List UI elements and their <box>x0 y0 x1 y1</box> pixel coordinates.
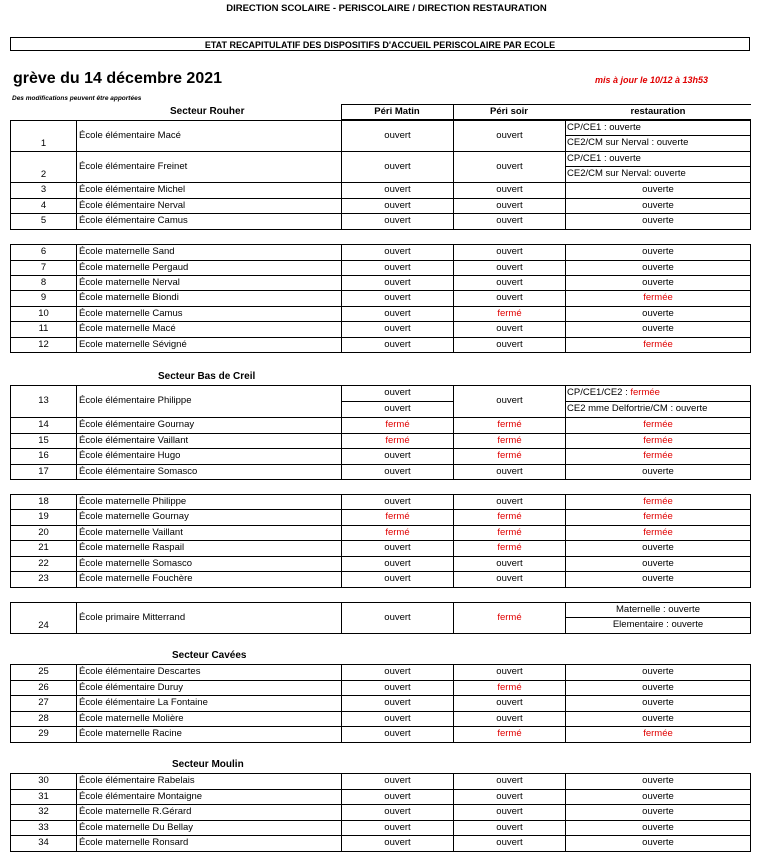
school-name: École élémentaire Nerval <box>79 200 186 211</box>
peri-soir-status: ouvert <box>496 184 523 195</box>
restauration-status: CP/CE1 : ouverte <box>567 153 641 164</box>
peri-matin-status: ouvert <box>384 466 411 477</box>
peri-soir-status: ouvert <box>496 466 523 477</box>
peri-matin-status: ouvert <box>384 130 411 141</box>
peri-matin-status: ouvert <box>384 542 411 553</box>
peri-matin-status: ouvert <box>384 161 411 172</box>
restauration-status: fermée <box>643 511 673 522</box>
restauration-status: fermée <box>643 728 673 739</box>
row-number: 2 <box>40 169 47 180</box>
peri-soir-status: ouvert <box>496 323 523 334</box>
row-number: 9 <box>40 292 47 303</box>
row-number: 17 <box>38 466 49 477</box>
peri-soir-status: ouvert <box>496 277 523 288</box>
column-header-peri-matin: Péri Matin <box>374 106 420 117</box>
restauration-status: fermée <box>643 292 673 303</box>
row-number: 15 <box>38 435 49 446</box>
restauration-status: ouverte <box>642 682 674 693</box>
restauration-status: ouverte <box>642 666 674 677</box>
school-name: École élémentaire Freinet <box>79 161 188 172</box>
row-number: 8 <box>40 277 47 288</box>
peri-matin-status: ouvert <box>384 697 411 708</box>
restauration-status: ouverte <box>642 837 674 848</box>
row-number: 5 <box>40 215 47 226</box>
school-name: École maternelle Somasco <box>79 558 192 569</box>
strike-date-title: grève du 14 décembre 2021 <box>13 70 223 87</box>
school-name: Ecole maternelle Sévigné <box>79 339 187 350</box>
restauration-status: ouverte <box>642 806 674 817</box>
peri-matin-status: ouvert <box>384 403 411 414</box>
restauration-status: CP/CE1 : ouverte <box>567 122 641 133</box>
row-number: 28 <box>38 713 49 724</box>
school-name: École maternelle Pergaud <box>79 262 189 273</box>
peri-matin-status: ouvert <box>384 215 411 226</box>
peri-matin-status: ouvert <box>384 387 411 398</box>
school-name: École élémentaire Philippe <box>79 395 192 406</box>
peri-matin-status: ouvert <box>384 496 411 507</box>
peri-matin-status: ouvert <box>384 713 411 724</box>
restauration-status: fermée <box>643 435 673 446</box>
school-name: École élémentaire Descartes <box>79 666 201 677</box>
restauration-status: ouverte <box>642 323 674 334</box>
peri-soir-status: fermé <box>497 682 522 693</box>
restauration-status: fermée <box>643 527 673 538</box>
school-name: École maternelle Ronsard <box>79 837 189 848</box>
row-number: 7 <box>40 262 47 273</box>
row-number: 34 <box>38 837 49 848</box>
peri-matin-status: ouvert <box>384 806 411 817</box>
row-number: 18 <box>38 496 49 507</box>
peri-matin-status: fermé <box>385 511 410 522</box>
row-number: 22 <box>38 558 49 569</box>
peri-matin-status: ouvert <box>384 200 411 211</box>
restauration-status: CP/CE1/CE2 : fermée <box>567 387 660 398</box>
school-name: École maternelle Vaillant <box>79 527 183 538</box>
row-number: 29 <box>38 728 49 739</box>
restauration-status: ouverte <box>642 713 674 724</box>
row-number: 16 <box>38 450 49 461</box>
school-name: École maternelle Du Bellay <box>79 822 194 833</box>
column-header-peri-soir: Péri soir <box>489 106 529 117</box>
school-name: École élémentaire Duruy <box>79 682 184 693</box>
peri-matin-status: ouvert <box>384 612 411 623</box>
peri-soir-status: ouvert <box>496 339 523 350</box>
peri-matin-status: ouvert <box>384 558 411 569</box>
peri-matin-status: fermé <box>385 435 410 446</box>
restauration-status: ouverte <box>642 542 674 553</box>
restauration-status: ouverte <box>642 697 674 708</box>
restauration-status: fermée <box>643 419 673 430</box>
peri-soir-status: fermé <box>497 419 522 430</box>
peri-soir-status: ouvert <box>496 558 523 569</box>
row-number: 23 <box>38 573 49 584</box>
restauration-status: ouverte <box>642 200 674 211</box>
restauration-status: ouverte <box>642 791 674 802</box>
peri-soir-status: ouvert <box>496 697 523 708</box>
school-name: École maternelle R.Gérard <box>79 806 192 817</box>
peri-soir-status: ouvert <box>496 791 523 802</box>
school-name: École élémentaire Montaigne <box>79 791 203 802</box>
modifications-note: Des modifications peuvent être apportées <box>12 95 142 102</box>
update-note: mis à jour le 10/12 à 13h53 <box>595 75 709 85</box>
peri-matin-status: ouvert <box>384 246 411 257</box>
peri-soir-status: ouvert <box>496 200 523 211</box>
peri-soir-status: ouvert <box>496 837 523 848</box>
restauration-status: CE2/CM sur Nerval : ouverte <box>567 137 689 148</box>
school-name: École maternelle Philippe <box>79 496 187 507</box>
peri-matin-status: fermé <box>385 527 410 538</box>
peri-matin-status: ouvert <box>384 450 411 461</box>
peri-matin-status: ouvert <box>384 573 411 584</box>
peri-matin-status: ouvert <box>384 666 411 677</box>
row-number: 1 <box>40 138 47 149</box>
row-number: 3 <box>40 184 47 195</box>
peri-matin-status: ouvert <box>384 728 411 739</box>
peri-matin-status: ouvert <box>384 308 411 319</box>
school-name: École élémentaire Macé <box>79 130 181 141</box>
peri-matin-status: ouvert <box>384 184 411 195</box>
sector-title-cavees: Secteur Cavées <box>172 650 247 661</box>
peri-soir-status: ouvert <box>496 395 523 406</box>
sector-title-bas-de-creil: Secteur Bas de Creil <box>158 371 256 382</box>
row-number: 24 <box>38 620 49 631</box>
school-name: École maternelle Fouchère <box>79 573 193 584</box>
peri-matin-status: ouvert <box>384 262 411 273</box>
row-number: 25 <box>38 666 49 677</box>
restauration-status: Elementaire : ouverte <box>612 619 704 630</box>
row-number: 4 <box>40 200 47 211</box>
row-number: 27 <box>38 697 49 708</box>
document-header: DIRECTION SCOLAIRE - PERISCOLAIRE / DIRECTION RESTAURATION <box>226 3 547 14</box>
school-name: École élémentaire Gournay <box>79 419 195 430</box>
peri-matin-status: ouvert <box>384 682 411 693</box>
restauration-status: ouverte <box>642 277 674 288</box>
school-name: École maternelle Camus <box>79 308 183 319</box>
peri-soir-status: ouvert <box>496 573 523 584</box>
peri-soir-status: ouvert <box>496 161 523 172</box>
peri-soir-status: fermé <box>497 308 522 319</box>
peri-soir-status: fermé <box>497 542 522 553</box>
school-name: École élémentaire Michel <box>79 184 186 195</box>
peri-soir-status: fermé <box>497 511 522 522</box>
restauration-status: ouverte <box>642 262 674 273</box>
school-name: École maternelle Molière <box>79 713 184 724</box>
school-name: École élémentaire Camus <box>79 215 188 226</box>
row-number: 20 <box>38 527 49 538</box>
row-number: 19 <box>38 511 49 522</box>
row-number: 11 <box>38 323 49 334</box>
peri-soir-status: ouvert <box>496 806 523 817</box>
peri-matin-status: ouvert <box>384 837 411 848</box>
peri-matin-status: ouvert <box>384 292 411 303</box>
column-header-restauration: restauration <box>565 105 751 119</box>
row-number: 14 <box>38 419 49 430</box>
restauration-status: CE2/CM sur Nerval: ouverte <box>567 168 686 179</box>
school-name: École élémentaire Rabelais <box>79 775 195 786</box>
school-name: École maternelle Macé <box>79 323 176 334</box>
peri-soir-status: ouvert <box>496 215 523 226</box>
restauration-status: ouverte <box>642 215 674 226</box>
peri-soir-status: ouvert <box>496 262 523 273</box>
restauration-status: ouverte <box>642 558 674 569</box>
peri-matin-status: ouvert <box>384 791 411 802</box>
peri-soir-status: fermé <box>497 612 522 623</box>
restauration-status: ouverte <box>642 822 674 833</box>
school-name: École élémentaire Somasco <box>79 466 198 477</box>
restauration-status: ouverte <box>642 246 674 257</box>
restauration-status: Maternelle : ouverte <box>616 604 700 615</box>
peri-soir-status: ouvert <box>496 246 523 257</box>
row-number: 13 <box>38 395 49 406</box>
restauration-status: ouverte <box>642 466 674 477</box>
peri-matin-status: ouvert <box>384 339 411 350</box>
restauration-status: ouverte <box>642 308 674 319</box>
document-subtitle: ETAT RECAPITULATIF DES DISPOSITIFS D'ACCUEIL PERISCOLAIRE PAR ECOLE <box>10 37 750 51</box>
school-name: École maternelle Sand <box>79 246 175 257</box>
school-name: École maternelle Gournay <box>79 511 189 522</box>
peri-matin-status: ouvert <box>384 822 411 833</box>
row-number: 12 <box>38 339 49 350</box>
peri-soir-status: ouvert <box>496 666 523 677</box>
row-number: 10 <box>38 308 49 319</box>
restauration-status: ouverte <box>642 775 674 786</box>
restauration-status: ouverte <box>642 573 674 584</box>
peri-soir-status: ouvert <box>496 130 523 141</box>
row-number: 26 <box>38 682 49 693</box>
peri-soir-status: ouvert <box>496 713 523 724</box>
school-name: École élémentaire Vaillant <box>79 435 189 446</box>
school-name: École primaire Mitterrand <box>79 612 186 623</box>
sector-title-rouher: Secteur Rouher <box>170 106 245 117</box>
school-name: École maternelle Raspail <box>79 542 185 553</box>
school-name: École maternelle Nerval <box>79 277 180 288</box>
restauration-status: fermée <box>643 496 673 507</box>
school-name: École maternelle Racine <box>79 728 182 739</box>
restauration-status: ouverte <box>642 184 674 195</box>
peri-matin-status: ouvert <box>384 323 411 334</box>
school-name: École maternelle Biondi <box>79 292 179 303</box>
row-number: 32 <box>38 806 49 817</box>
row-number: 21 <box>38 542 49 553</box>
peri-matin-status: fermé <box>385 419 410 430</box>
peri-soir-status: ouvert <box>496 292 523 303</box>
restauration-status: fermée <box>643 450 673 461</box>
peri-matin-status: ouvert <box>384 775 411 786</box>
peri-soir-status: fermé <box>497 450 522 461</box>
restauration-status: CE2 mme Delfortrie/CM : ouverte <box>567 403 708 414</box>
row-number: 6 <box>40 246 47 257</box>
row-number: 31 <box>38 791 49 802</box>
peri-soir-status: ouvert <box>496 496 523 507</box>
sector-title-moulin: Secteur Moulin <box>172 759 244 770</box>
row-number: 33 <box>38 822 49 833</box>
peri-soir-status: fermé <box>497 435 522 446</box>
peri-soir-status: fermé <box>497 527 522 538</box>
peri-soir-status: ouvert <box>496 775 523 786</box>
row-number: 30 <box>38 775 49 786</box>
school-name: École élémentaire La Fontaine <box>79 697 208 708</box>
peri-soir-status: ouvert <box>496 822 523 833</box>
restauration-status: fermée <box>643 339 673 350</box>
peri-matin-status: ouvert <box>384 277 411 288</box>
peri-soir-status: fermé <box>497 728 522 739</box>
school-name: École élémentaire Hugo <box>79 450 181 461</box>
